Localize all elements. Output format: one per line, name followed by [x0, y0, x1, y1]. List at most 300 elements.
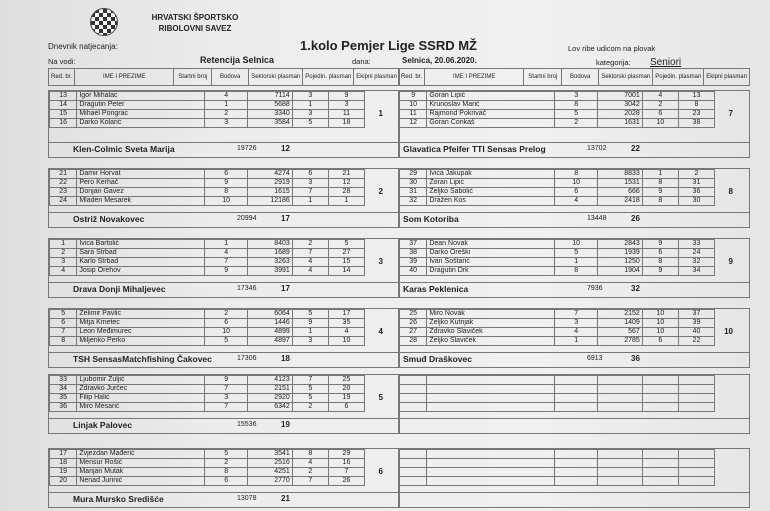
table-cell: 6 [50, 319, 77, 328]
table-cell: 1 [292, 101, 328, 110]
table-cell: 3 [292, 337, 328, 346]
table-cell: 4 [642, 92, 678, 101]
table-cell: 38 [400, 249, 427, 258]
table-cell: 21 [50, 170, 77, 179]
table-cell: Zvjezdan Mađerić [77, 450, 205, 459]
table-cell [427, 376, 555, 385]
table-row [50, 385, 365, 394]
table-cell: 3 [555, 92, 598, 101]
table-cell: 28 [328, 188, 364, 197]
table-cell: 30 [400, 179, 427, 188]
table-cell: 1904 [597, 267, 642, 276]
table-cell: 8 [642, 197, 678, 206]
table-cell [678, 403, 714, 412]
table-cell: Leon Međimurec [77, 328, 205, 337]
table-cell: 8403 [247, 240, 292, 249]
table-cell: 10 [205, 328, 248, 337]
table-cell: Mitja Kmetec [77, 319, 205, 328]
table-row [400, 170, 715, 179]
table-cell: 23 [678, 110, 714, 119]
federation-name [120, 12, 270, 34]
column-header: IME I PREZIME [75, 69, 174, 86]
table-cell [400, 376, 427, 385]
table-cell: 3042 [597, 101, 642, 110]
table-cell: 2 [50, 249, 77, 258]
table-row [50, 170, 365, 179]
table-cell [678, 477, 714, 486]
column-header: Startni broj [174, 69, 212, 86]
team-weight: 15536 [237, 421, 257, 428]
table-cell: 39 [400, 258, 427, 267]
table-cell: 6064 [247, 310, 292, 319]
table-cell: 8 [642, 258, 678, 267]
table-cell: Mihael Pongrac [77, 110, 205, 119]
table-cell: 31 [678, 179, 714, 188]
table-row [400, 310, 715, 319]
column-header: Startni broj [524, 69, 562, 86]
table-cell: 17 [50, 450, 77, 459]
table-cell: 1 [555, 258, 598, 267]
group-number: 3 [378, 257, 383, 266]
table-cell: 21 [328, 170, 364, 179]
table-cell: 3 [50, 258, 77, 267]
table-cell [555, 376, 598, 385]
column-header: Red. br. [399, 69, 425, 86]
table-cell: 8 [205, 188, 248, 197]
table-cell: 2 [292, 240, 328, 249]
table-cell: 10 [400, 101, 427, 110]
table-cell [400, 468, 427, 477]
table-cell: 4 [555, 197, 598, 206]
table-cell: 12 [400, 119, 427, 128]
table-row [400, 459, 715, 468]
table-cell: Željko Kutnjak [427, 319, 555, 328]
table-cell: Miljenko Perko [77, 337, 205, 346]
table-cell: 13 [50, 92, 77, 101]
table-row [50, 267, 365, 276]
column-header: Bodova [212, 69, 249, 86]
table-cell: 19 [50, 468, 77, 477]
na-vodi-label: Na vodi: [48, 57, 76, 66]
table-cell: Nenad Jurinić [77, 477, 205, 486]
table-cell: 2 [205, 110, 248, 119]
table-cell: Dean Novak [427, 240, 555, 249]
table-cell: Dragutin Peter [77, 101, 205, 110]
table-cell: Želimir Pavlic [77, 310, 205, 319]
table-cell: 25 [328, 376, 364, 385]
table-cell [400, 459, 427, 468]
table-cell: 9 [642, 267, 678, 276]
table-cell: 20 [50, 477, 77, 486]
table-cell: 5 [292, 119, 328, 128]
team-footer [399, 142, 749, 157]
table-cell: 9 [292, 319, 328, 328]
team-results-table [399, 169, 715, 206]
table-cell: 7 [328, 468, 364, 477]
team-footer [399, 352, 749, 367]
table-cell: 5 [205, 337, 248, 346]
table-cell: Zoran Lipić [427, 179, 555, 188]
group-number: 8 [728, 187, 733, 196]
table-cell: Mensur Rošić [77, 459, 205, 468]
team-weight: 6913 [587, 355, 603, 362]
table-cell: 2418 [597, 197, 642, 206]
table-cell: 2 [555, 119, 598, 128]
table-cell: 36 [678, 188, 714, 197]
table-cell: 7 [205, 385, 248, 394]
table-cell: 1939 [597, 249, 642, 258]
table-cell [400, 394, 427, 403]
team-points: 17 [281, 284, 290, 293]
table-cell: 4274 [247, 170, 292, 179]
table-cell: Igor Mihalac [77, 92, 205, 101]
team-results-table [399, 239, 715, 276]
table-cell: Ivica Jakupak [427, 170, 555, 179]
table-cell: Zdravko Jurčec [77, 385, 205, 394]
table-cell: 1689 [247, 249, 292, 258]
table-cell: 34 [50, 385, 77, 394]
table-cell: 4 [292, 267, 328, 276]
table-row [400, 319, 715, 328]
table-cell: 30 [678, 197, 714, 206]
table-row [50, 240, 365, 249]
table-cell: 23 [50, 188, 77, 197]
team-points: 26 [631, 214, 640, 223]
table-cell [427, 468, 555, 477]
table-cell: 9 [205, 179, 248, 188]
table-row [400, 328, 715, 337]
table-cell [642, 385, 678, 394]
table-cell: 4 [50, 267, 77, 276]
team-points: 18 [281, 354, 290, 363]
team-name: Mura Mursko Središće [73, 494, 164, 504]
table-cell: 9 [328, 92, 364, 101]
table-cell: 4899 [247, 328, 292, 337]
table-cell: 2 [678, 170, 714, 179]
table-cell [597, 376, 642, 385]
table-cell: 32 [400, 197, 427, 206]
table-cell: 7 [555, 310, 598, 319]
table-cell: Donjan Gavez [77, 188, 205, 197]
table-cell: 6 [555, 188, 598, 197]
table-row [50, 101, 365, 110]
team-footer [49, 418, 399, 433]
team-group [398, 308, 750, 368]
table-cell: 10 [642, 319, 678, 328]
table-cell: 1531 [597, 179, 642, 188]
table-row [50, 92, 365, 101]
team-results-table [399, 309, 715, 346]
team-name: Som Kotoriba [403, 214, 459, 224]
table-row [50, 394, 365, 403]
table-cell: 1 [328, 197, 364, 206]
team-group [48, 90, 400, 158]
table-row [400, 337, 715, 346]
federation-logo-icon [90, 8, 118, 36]
table-cell: 4123 [247, 376, 292, 385]
team-weight: 20994 [237, 215, 257, 222]
team-footer [399, 492, 749, 507]
table-cell: 5 [292, 310, 328, 319]
table-cell: Miro Mesarić [77, 403, 205, 412]
table-cell: 10 [642, 328, 678, 337]
table-cell: 3584 [247, 119, 292, 128]
column-header: Pojedin. plasman [653, 69, 704, 86]
dnevnik-label: Dnevnik natjecanja: [48, 42, 118, 51]
table-cell: 25 [400, 310, 427, 319]
table-row [50, 188, 365, 197]
team-weight: 17306 [237, 355, 257, 362]
table-row [50, 110, 365, 119]
team-results-table [399, 449, 715, 486]
federation-line2: RIBOLOVNI SAVEZ [158, 24, 232, 33]
table-row [400, 450, 715, 459]
table-cell: 5 [555, 249, 598, 258]
table-cell: 5688 [247, 101, 292, 110]
table-cell: 8 [555, 267, 598, 276]
group-number: 10 [724, 327, 733, 336]
table-cell [642, 403, 678, 412]
table-cell: 36 [50, 403, 77, 412]
table-cell [597, 459, 642, 468]
team-group [398, 168, 750, 228]
column-header: IME I PREZIME [425, 69, 524, 86]
table-cell: 37 [400, 240, 427, 249]
table-cell: 3 [555, 319, 598, 328]
table-row [400, 188, 715, 197]
table-row [50, 310, 365, 319]
table-cell: 5 [205, 450, 248, 459]
table-cell: 4897 [247, 337, 292, 346]
team-footer [49, 212, 399, 227]
group-number: 7 [728, 109, 733, 118]
table-cell: Darko Kolarić [77, 119, 205, 128]
table-cell: 1 [205, 240, 248, 249]
table-cell: 2 [205, 310, 248, 319]
team-group [48, 448, 400, 508]
table-cell: 7 [292, 376, 328, 385]
table-row [400, 179, 715, 188]
table-cell [555, 459, 598, 468]
team-points: 17 [281, 214, 290, 223]
table-cell: Rajmond Pokrivač [427, 110, 555, 119]
table-cell: 10 [642, 119, 678, 128]
table-cell: 16 [328, 459, 364, 468]
table-cell: Sara Strbad [77, 249, 205, 258]
table-row [50, 328, 365, 337]
team-group [48, 308, 400, 368]
table-cell [427, 394, 555, 403]
table-cell [555, 394, 598, 403]
table-row [50, 197, 365, 206]
table-cell: 5 [292, 385, 328, 394]
team-name: Ostriž Novakovec [73, 214, 145, 224]
table-cell: 26 [328, 477, 364, 486]
team-group [48, 168, 400, 228]
table-cell: 2 [642, 101, 678, 110]
table-cell [400, 477, 427, 486]
table-cell [427, 403, 555, 412]
team-points: 12 [281, 144, 290, 153]
table-cell: 35 [328, 319, 364, 328]
table-cell: 14 [50, 101, 77, 110]
table-cell: 1 [292, 328, 328, 337]
table-cell: 5 [328, 240, 364, 249]
page-title: 1.kolo Pemjer Lige SSRD MŽ [300, 38, 477, 53]
table-cell: 7 [292, 477, 328, 486]
table-cell: 35 [50, 394, 77, 403]
table-cell: 18 [50, 459, 77, 468]
table-row [400, 376, 715, 385]
table-row [50, 477, 365, 486]
table-row [400, 403, 715, 412]
table-cell: 2 [292, 468, 328, 477]
team-footer [399, 418, 749, 433]
table-cell: 666 [597, 188, 642, 197]
table-cell: 6 [205, 319, 248, 328]
team-name: Drava Donji Mihaljevec [73, 284, 166, 294]
table-cell: 8 [50, 337, 77, 346]
team-footer [49, 282, 399, 297]
team-footer [49, 492, 399, 507]
table-cell: 3 [205, 119, 248, 128]
table-cell: 6 [205, 477, 248, 486]
table-cell: Miro Novak [427, 310, 555, 319]
table-row [50, 376, 365, 385]
table-cell [678, 385, 714, 394]
table-cell: 1250 [597, 258, 642, 267]
table-cell: 1631 [597, 119, 642, 128]
table-cell: 3263 [247, 258, 292, 267]
table-cell: 1615 [247, 188, 292, 197]
table-cell: 8 [205, 468, 248, 477]
table-cell: 8 [555, 101, 598, 110]
table-row [400, 101, 715, 110]
table-cell [642, 468, 678, 477]
table-cell: 9 [642, 188, 678, 197]
team-group [48, 374, 400, 434]
team-weight: 7936 [587, 285, 603, 292]
table-cell: 1 [205, 101, 248, 110]
table-cell: 9 [205, 267, 248, 276]
table-cell [597, 385, 642, 394]
table-row [50, 337, 365, 346]
table-cell: 4 [205, 92, 248, 101]
team-points: 19 [281, 420, 290, 429]
table-cell: 2516 [247, 459, 292, 468]
table-cell: 19 [328, 394, 364, 403]
table-cell: 40 [678, 328, 714, 337]
table-cell: 3 [328, 101, 364, 110]
table-cell: 15 [50, 110, 77, 119]
table-row [400, 249, 715, 258]
table-cell: 12186 [247, 197, 292, 206]
column-header: Pojedin. plasman [303, 69, 354, 86]
team-results-table [49, 449, 365, 486]
table-cell: 2920 [247, 394, 292, 403]
table-row [400, 385, 715, 394]
table-row [400, 197, 715, 206]
table-cell: 2028 [597, 110, 642, 119]
table-cell: 3991 [247, 267, 292, 276]
table-cell: 13 [678, 92, 714, 101]
team-group [398, 90, 750, 158]
table-cell [642, 394, 678, 403]
table-cell: 6 [642, 249, 678, 258]
table-cell: Goran Lipić [427, 92, 555, 101]
table-cell: 4251 [247, 468, 292, 477]
group-number: 2 [378, 187, 383, 196]
table-cell [555, 385, 598, 394]
table-cell: 33 [678, 240, 714, 249]
team-weight: 13078 [237, 495, 257, 502]
table-cell: 5 [292, 394, 328, 403]
table-cell: 1409 [597, 319, 642, 328]
table-cell: 8 [292, 450, 328, 459]
table-row [400, 110, 715, 119]
table-cell: 3340 [247, 110, 292, 119]
table-cell: Dragutin Drk [427, 267, 555, 276]
table-cell [597, 394, 642, 403]
table-cell: 28 [400, 337, 427, 346]
table-cell: 6 [292, 170, 328, 179]
table-cell: 8 [678, 101, 714, 110]
table-cell [427, 477, 555, 486]
table-cell: 17 [328, 310, 364, 319]
team-results-table [399, 91, 715, 128]
table-cell: 7 [292, 249, 328, 258]
table-cell [427, 385, 555, 394]
table-cell: Željko Sabolić [427, 188, 555, 197]
table-cell: 7114 [247, 92, 292, 101]
team-weight: 19726 [237, 145, 257, 152]
table-cell: 22 [50, 179, 77, 188]
column-header: Red. br. [49, 69, 75, 86]
table-row [50, 249, 365, 258]
table-cell [427, 459, 555, 468]
table-cell: 12 [328, 179, 364, 188]
team-weight: 13448 [587, 215, 607, 222]
team-results-table [399, 375, 715, 412]
table-cell: 26 [400, 319, 427, 328]
table-cell: 22 [678, 337, 714, 346]
team-points: 22 [631, 144, 640, 153]
table-row [50, 119, 365, 128]
table-cell: 2151 [247, 385, 292, 394]
table-cell [642, 450, 678, 459]
table-cell: 6342 [247, 403, 292, 412]
table-cell: 27 [328, 249, 364, 258]
table-cell: 1 [555, 337, 598, 346]
table-cell: 15 [328, 258, 364, 267]
team-group [398, 238, 750, 298]
table-cell: 3 [205, 394, 248, 403]
column-header-row [398, 68, 750, 86]
table-cell [642, 459, 678, 468]
table-cell: 37 [678, 310, 714, 319]
table-cell: 24 [678, 249, 714, 258]
table-cell: Ljubomir Zuljić [77, 376, 205, 385]
table-cell: 1 [50, 240, 77, 249]
table-cell: Pero Kerhač [77, 179, 205, 188]
table-cell: 6 [328, 403, 364, 412]
table-row [50, 450, 365, 459]
team-points: 36 [631, 354, 640, 363]
table-cell: 11 [328, 110, 364, 119]
team-group [48, 238, 400, 298]
table-row [400, 468, 715, 477]
table-cell: 8 [642, 179, 678, 188]
